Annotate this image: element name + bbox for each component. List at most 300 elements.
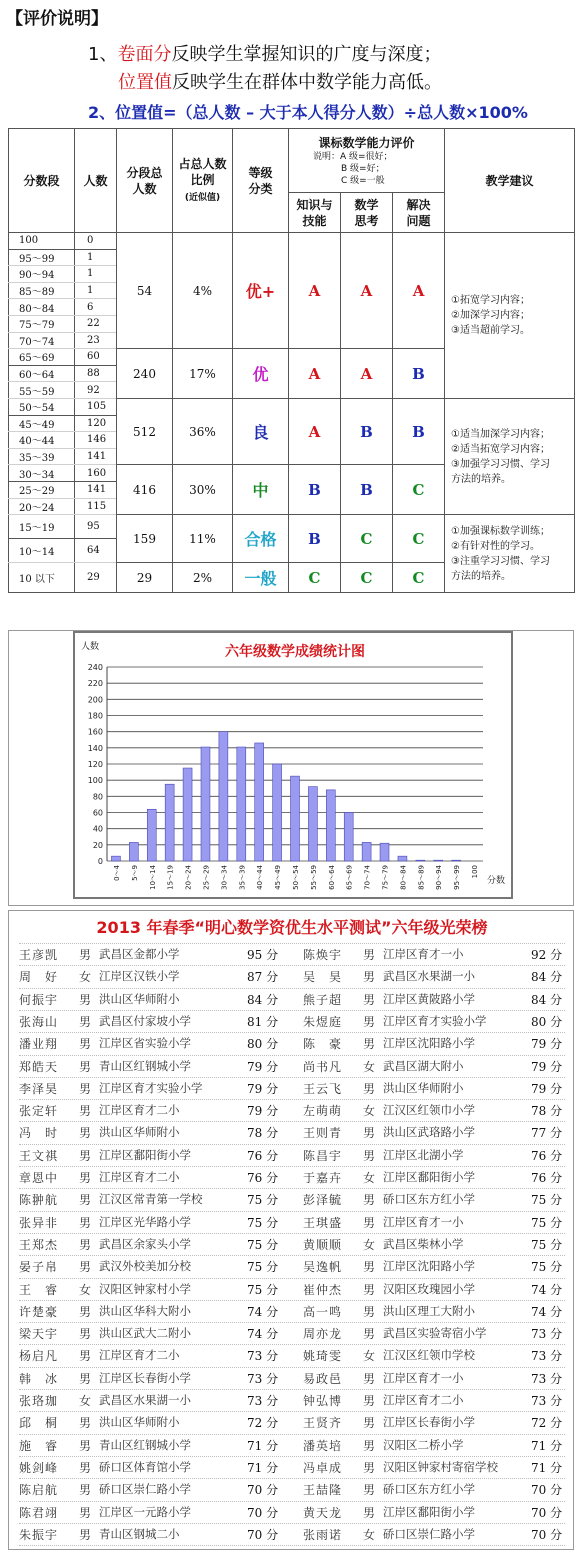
x-tick-label: 100 — [471, 865, 480, 879]
honor-entry — [19, 1322, 295, 1344]
student-name: 彭泽毓 — [303, 1193, 343, 1208]
honor-entry — [303, 1523, 579, 1545]
bar — [308, 787, 317, 861]
y-tick-label: 80 — [92, 792, 103, 802]
student-school: 江岸区育才二小 — [383, 1393, 464, 1407]
student-school: 江岸区光华路小学 — [99, 1214, 191, 1229]
honor-entry — [19, 1434, 295, 1456]
student-score: 79 分 — [247, 1081, 279, 1096]
student-school: 江岸区沈阳路小学 — [383, 1259, 475, 1274]
honor-entry — [19, 1099, 295, 1121]
segment-count: 1 — [75, 249, 117, 266]
student-school: 洪山区华师附小 — [99, 991, 180, 1006]
student-gender: 男 — [363, 1438, 376, 1453]
chart-panel — [8, 630, 574, 906]
student-name: 吴 昊 — [303, 970, 343, 985]
segment-count: 160 — [75, 465, 117, 482]
x-tick-label: 70～74 — [363, 865, 372, 890]
student-school: 武昌区水果湖一小 — [383, 969, 475, 984]
student-score: 73 分 — [531, 1371, 563, 1386]
solving-level: A — [393, 233, 445, 349]
bar — [129, 842, 138, 861]
grade-label: 良 — [233, 398, 289, 464]
x-tick-label: 55～59 — [309, 865, 318, 890]
bar — [237, 747, 246, 861]
student-name: 吴逸帆 — [303, 1260, 343, 1275]
segment-count: 95 — [75, 515, 117, 539]
student-name: 何振宇 — [19, 992, 59, 1007]
student-score: 75 分 — [247, 1193, 279, 1208]
student-gender: 男 — [79, 1014, 92, 1029]
grade-label: 一般 — [233, 563, 289, 593]
advice-line: 方法的培养。 — [451, 473, 512, 485]
student-score: 79 分 — [531, 1037, 563, 1052]
chart-frame — [73, 631, 513, 899]
thinking-level: C — [341, 515, 393, 563]
student-score: 75 分 — [531, 1215, 563, 1230]
student-score: 74 分 — [247, 1304, 279, 1319]
student-score: 75 分 — [531, 1260, 563, 1275]
student-score: 84 分 — [531, 970, 563, 985]
student-score: 74 分 — [531, 1282, 563, 1297]
honor-entry — [303, 1501, 579, 1523]
intro-line-1 — [88, 40, 441, 66]
student-school: 武汉外校美加分校 — [99, 1259, 191, 1274]
student-score: 84 分 — [247, 992, 279, 1007]
x-tick-label: 80～84 — [399, 865, 408, 890]
student-score: 70 分 — [531, 1527, 563, 1542]
segment-count: 146 — [75, 432, 117, 449]
score-segment: 25～29 — [9, 481, 75, 498]
row-divider — [19, 1545, 565, 1546]
student-name: 杨启凡 — [19, 1349, 59, 1364]
honor-entry — [303, 1188, 579, 1210]
student-gender: 男 — [79, 1171, 92, 1185]
student-school: 江岸区育才一小 — [383, 947, 464, 961]
legend-a: 说明：A 级=很好； — [313, 151, 393, 162]
student-name: 李泽昊 — [19, 1081, 59, 1096]
group-total: 512 — [117, 398, 173, 464]
student-score: 79 分 — [531, 1059, 563, 1074]
group-ratio: 4% — [173, 233, 233, 349]
bar — [416, 860, 425, 861]
score-segment: 10 以下 — [9, 563, 75, 593]
honor-entry — [19, 1010, 295, 1032]
student-gender: 男 — [79, 1483, 92, 1498]
student-school: 青山区红钢城小学 — [99, 1058, 191, 1073]
x-tick-label: 60～64 — [327, 865, 336, 890]
grade-label: 合格 — [233, 515, 289, 563]
student-school: 武昌区水果湖一小 — [99, 1393, 191, 1407]
honor-entry — [303, 1233, 579, 1255]
student-score: 76 分 — [247, 1171, 279, 1185]
segment-count: 141 — [75, 481, 117, 498]
x-tick-label: 5～9 — [130, 865, 139, 881]
student-score: 74 分 — [531, 1304, 563, 1319]
legend-b: B 级=好； — [341, 163, 385, 174]
y-tick-label: 120 — [87, 760, 103, 769]
group-total: 240 — [117, 349, 173, 399]
segment-count: 141 — [75, 448, 117, 465]
student-gender: 男 — [79, 948, 92, 962]
bar — [380, 843, 389, 861]
student-school: 洪山区武珞路小学 — [383, 1125, 475, 1140]
student-school: 江岸区育才二小 — [99, 1103, 180, 1118]
honor-entry — [303, 1010, 579, 1032]
y-tick-label: 200 — [87, 695, 103, 705]
intro-line-1-text: 反映学生掌握知识的广度与深度； — [171, 44, 442, 65]
grade-label: 优+ — [233, 233, 289, 349]
segment-count: 1 — [75, 282, 117, 299]
header-grade-text: 等级分类 — [248, 165, 273, 196]
student-score: 81 分 — [247, 1014, 279, 1029]
student-school: 江岸区鄱阳街小学 — [383, 1170, 475, 1184]
student-score: 70 分 — [247, 1505, 279, 1520]
honor-entry — [19, 1121, 295, 1143]
student-gender: 男 — [79, 1460, 92, 1475]
student-score: 78 分 — [531, 1104, 563, 1119]
honor-entry — [19, 1300, 295, 1322]
student-name: 熊子超 — [303, 992, 343, 1007]
student-score: 75 分 — [247, 1237, 279, 1252]
honor-entry — [19, 1367, 295, 1389]
honor-entry — [303, 1055, 579, 1077]
student-score: 73 分 — [531, 1349, 563, 1364]
student-score: 72 分 — [531, 1416, 563, 1431]
student-school: 江岸区汉铁小学 — [99, 969, 180, 984]
student-score: 76 分 — [531, 1148, 563, 1163]
student-name: 朱振宇 — [19, 1527, 59, 1542]
knowledge-level: A — [289, 349, 341, 399]
segment-count: 88 — [75, 365, 117, 382]
score-segment: 30～34 — [9, 465, 75, 482]
score-segment: 45～49 — [9, 415, 75, 432]
chart-title: 六年级数学成绩统计图 — [225, 644, 365, 660]
student-score: 73 分 — [247, 1371, 279, 1386]
bar — [434, 860, 443, 861]
student-name: 高一鸣 — [303, 1304, 343, 1319]
student-name: 韩 冰 — [19, 1371, 59, 1386]
y-tick-label: 60 — [92, 808, 103, 818]
student-name: 张雨诺 — [303, 1527, 343, 1542]
score-segment: 60～64 — [9, 365, 75, 382]
student-school: 青山区红钢城小学 — [99, 1437, 191, 1452]
student-name: 朱煜庭 — [303, 1014, 343, 1029]
honor-entry — [19, 1211, 295, 1233]
advice-line: ③加强学习习惯、学习 — [451, 458, 550, 470]
x-tick-label: 35～39 — [238, 865, 247, 890]
teaching-advice — [445, 233, 575, 399]
y-tick-label: 100 — [87, 776, 103, 786]
segment-count: 6 — [75, 299, 117, 316]
honor-entry — [19, 1389, 295, 1411]
honor-entry — [303, 1456, 579, 1478]
honor-entry — [19, 1278, 295, 1300]
x-tick-label: 75～79 — [381, 865, 390, 890]
student-gender: 男 — [363, 948, 376, 962]
student-gender: 男 — [79, 1327, 92, 1342]
honor-entry — [19, 1255, 295, 1277]
honor-entry — [19, 1501, 295, 1523]
x-tick-label: 0～4 — [112, 865, 121, 881]
x-tick-label: 65～69 — [345, 865, 354, 890]
honor-entry — [19, 1032, 295, 1054]
student-score: 75 分 — [247, 1282, 279, 1297]
segment-count: 115 — [75, 498, 117, 515]
student-score: 84 分 — [531, 992, 563, 1007]
student-score: 75 分 — [247, 1215, 279, 1230]
student-school: 江汉区红领巾学校 — [383, 1348, 475, 1363]
y-tick-label: 40 — [92, 824, 103, 834]
grade-label: 优 — [233, 349, 289, 399]
header-ratio-note: (近似值) — [184, 192, 221, 203]
x-tick-label: 30～34 — [220, 865, 229, 890]
student-gender: 男 — [363, 1483, 376, 1498]
score-segment: 75～79 — [9, 315, 75, 332]
bar — [362, 842, 371, 861]
student-gender: 男 — [79, 1037, 92, 1052]
student-school: 江汉区红领巾小学 — [383, 1103, 475, 1118]
advice-line: ②适当拓宽学习内容； — [451, 443, 550, 455]
student-school: 洪山区华科大附小 — [99, 1303, 191, 1318]
honor-entry — [19, 1233, 295, 1255]
student-gender: 男 — [79, 1527, 92, 1542]
student-gender: 男 — [79, 1416, 92, 1431]
student-score: 77 分 — [531, 1126, 563, 1141]
student-gender: 男 — [79, 1438, 92, 1453]
evaluation-intro — [0, 0, 580, 128]
student-school: 武昌区金都小学 — [99, 947, 180, 961]
student-score: 95 分 — [247, 948, 279, 962]
student-school: 硚口区体育馆小学 — [99, 1459, 191, 1474]
honor-entry — [303, 1344, 579, 1366]
group-ratio: 17% — [173, 349, 233, 399]
header-ratio-text: 占总人数比例 — [178, 156, 227, 187]
student-school: 汉阳区钟家村小学 — [99, 1281, 191, 1296]
student-school: 青山区钢城二小 — [99, 1526, 180, 1541]
honor-entry — [19, 1456, 295, 1478]
group-total: 29 — [117, 563, 173, 593]
header-segment-total — [117, 129, 173, 233]
student-score: 70 分 — [247, 1483, 279, 1498]
student-score: 70 分 — [531, 1505, 563, 1520]
student-score: 80 分 — [531, 1014, 563, 1029]
student-name: 黄顺顺 — [303, 1237, 343, 1252]
y-axis-label: 人数 — [81, 642, 100, 652]
honor-entry — [19, 1166, 295, 1188]
segment-count: 1 — [75, 266, 117, 283]
student-gender: 男 — [79, 992, 92, 1007]
student-school: 江岸区鄱阳街小学 — [99, 1147, 191, 1162]
segment-count: 105 — [75, 398, 117, 415]
student-name: 周亦龙 — [303, 1327, 343, 1342]
student-school: 洪山区武大二附小 — [99, 1326, 191, 1341]
student-school: 汉阳区玫瑰园小学 — [383, 1281, 475, 1296]
student-gender: 男 — [79, 1193, 92, 1208]
group-total: 159 — [117, 515, 173, 563]
intro-line-2 — [118, 68, 442, 94]
legend-c: C 级=一般 — [341, 175, 385, 186]
advice-line: ②有针对性的学习。 — [451, 540, 540, 552]
student-school: 江岸区鄱阳街小学 — [383, 1504, 475, 1519]
bar — [326, 790, 335, 861]
student-gender: 男 — [363, 1394, 376, 1408]
teaching-advice — [445, 515, 575, 593]
student-score: 92 分 — [531, 948, 563, 962]
advice-line: ①拓宽学习内容； — [451, 294, 530, 306]
student-name: 王贤齐 — [303, 1416, 343, 1431]
student-name: 陈君翊 — [19, 1505, 59, 1520]
student-gender: 男 — [79, 1260, 92, 1275]
y-tick-label: 160 — [87, 727, 103, 737]
solving-level: C — [393, 515, 445, 563]
honor-entry — [303, 1099, 579, 1121]
student-score: 78 分 — [247, 1126, 279, 1141]
student-name: 冯卓成 — [303, 1460, 343, 1475]
honor-entry — [19, 988, 295, 1010]
student-name: 张定轩 — [19, 1104, 59, 1119]
honor-entry — [303, 943, 579, 965]
honor-entry — [19, 1188, 295, 1210]
honor-entry — [19, 1411, 295, 1433]
student-score: 71 分 — [247, 1460, 279, 1475]
student-gender: 男 — [79, 1237, 92, 1252]
honor-entry — [303, 988, 579, 1010]
knowledge-level: A — [289, 233, 341, 349]
honor-entry — [303, 1367, 579, 1389]
thinking-level: B — [341, 465, 393, 515]
honor-entry — [19, 1478, 295, 1500]
group-ratio: 30% — [173, 465, 233, 515]
thinking-level: A — [341, 349, 393, 399]
y-tick-label: 20 — [92, 840, 103, 850]
header-grade — [233, 129, 289, 233]
honor-entry — [19, 1077, 295, 1099]
honor-entry — [19, 1523, 295, 1545]
bar — [147, 809, 156, 861]
score-segment: 40～44 — [9, 432, 75, 449]
student-name: 王 睿 — [19, 1282, 59, 1297]
student-name: 黄天龙 — [303, 1505, 343, 1520]
student-gender: 男 — [79, 1304, 92, 1319]
segment-count: 29 — [75, 563, 117, 593]
x-tick-label: 25～29 — [202, 865, 211, 890]
student-score: 75 分 — [247, 1260, 279, 1275]
bar — [291, 776, 300, 861]
student-school: 洪山区华师附小 — [383, 1080, 464, 1095]
header-advice: 教学建议 — [445, 129, 575, 233]
thinking-level: C — [341, 563, 393, 593]
student-school: 江岸区长春街小学 — [383, 1415, 475, 1430]
advice-line: ①加强课标数学训练； — [451, 525, 550, 537]
student-score: 76 分 — [247, 1148, 279, 1163]
student-gender: 女 — [363, 1104, 376, 1119]
student-school: 硚口区东方红小学 — [383, 1192, 475, 1207]
student-name: 潘业翔 — [19, 1037, 59, 1052]
segment-count: 60 — [75, 349, 117, 366]
honor-entry — [19, 1055, 295, 1077]
advice-line: ③适当超前学习。 — [451, 324, 530, 336]
honor-entry — [303, 1322, 579, 1344]
score-segment: 15～19 — [9, 515, 75, 539]
student-name: 王琪盛 — [303, 1215, 343, 1230]
honor-entry — [19, 943, 295, 965]
student-gender: 女 — [363, 1527, 376, 1542]
knowledge-level: B — [289, 465, 341, 515]
honor-entry — [303, 1278, 579, 1300]
advice-line: ①适当加深学习内容； — [451, 428, 550, 440]
bar — [219, 732, 228, 861]
segment-count: 0 — [75, 233, 117, 250]
intro-line-1-number: 1、 — [88, 44, 118, 65]
student-name: 施 睿 — [19, 1438, 59, 1453]
student-school: 汉阳区二桥小学 — [383, 1437, 464, 1452]
student-name: 王则青 — [303, 1126, 343, 1141]
segment-count: 120 — [75, 415, 117, 432]
student-score: 71 分 — [531, 1460, 563, 1475]
student-name: 邱 桐 — [19, 1416, 59, 1431]
student-name: 崔仲杰 — [303, 1282, 343, 1297]
student-name: 易政邑 — [303, 1371, 343, 1386]
student-gender: 男 — [363, 1460, 376, 1475]
knowledge-level: C — [289, 563, 341, 593]
student-gender: 男 — [363, 1304, 376, 1319]
student-school: 江岸区黄陂路小学 — [383, 991, 475, 1006]
score-segment: 35～39 — [9, 448, 75, 465]
student-gender: 男 — [363, 1505, 376, 1520]
student-name: 钟弘博 — [303, 1394, 343, 1408]
student-gender: 女 — [363, 1349, 376, 1364]
header-thinking — [341, 193, 393, 233]
student-name: 周 好 — [19, 970, 59, 985]
student-school: 江岸区育才一小 — [383, 1370, 464, 1385]
header-segment-total-text: 分段总人数 — [126, 165, 163, 196]
x-tick-label: 15～19 — [166, 865, 175, 890]
solving-level: B — [393, 398, 445, 464]
student-score: 79 分 — [531, 1081, 563, 1096]
x-tick-label: 50～54 — [292, 865, 300, 890]
student-gender: 男 — [363, 970, 376, 985]
intro-formula: 2、位置值=（总人数 – 大于本人得分人数）÷总人数×100% — [88, 103, 528, 122]
student-gender: 女 — [79, 970, 92, 985]
x-tick-label: 10～14 — [148, 865, 157, 890]
student-gender: 男 — [79, 1371, 92, 1386]
header-solving — [393, 193, 445, 233]
student-score: 70 分 — [531, 1483, 563, 1498]
student-school: 江岸区省实验小学 — [99, 1036, 191, 1051]
student-name: 王文祺 — [19, 1148, 59, 1163]
student-gender: 男 — [363, 1282, 376, 1297]
score-segment: 95～99 — [9, 249, 75, 266]
header-solving-text: 解决问题 — [406, 197, 431, 228]
student-score: 73 分 — [531, 1394, 563, 1408]
advice-line: ②加深学习内容； — [451, 309, 530, 321]
student-name: 张海山 — [19, 1014, 59, 1029]
advice-line: ③注重学习习惯、学习 — [451, 555, 550, 567]
bar — [111, 856, 120, 861]
thinking-level: B — [341, 398, 393, 464]
score-segment: 55～59 — [9, 382, 75, 399]
student-name: 郑皓天 — [19, 1059, 59, 1074]
student-gender: 男 — [363, 1193, 376, 1208]
intro-line-1-keyword: 卷面分 — [117, 44, 172, 65]
student-school: 江岸区育才一小 — [383, 1214, 464, 1229]
student-school: 汉阳区钟家村寄宿学校 — [383, 1459, 498, 1474]
student-gender: 男 — [363, 992, 376, 1007]
student-gender: 男 — [79, 1081, 92, 1096]
student-gender: 男 — [79, 1104, 92, 1119]
student-name: 左萌萌 — [303, 1104, 343, 1119]
